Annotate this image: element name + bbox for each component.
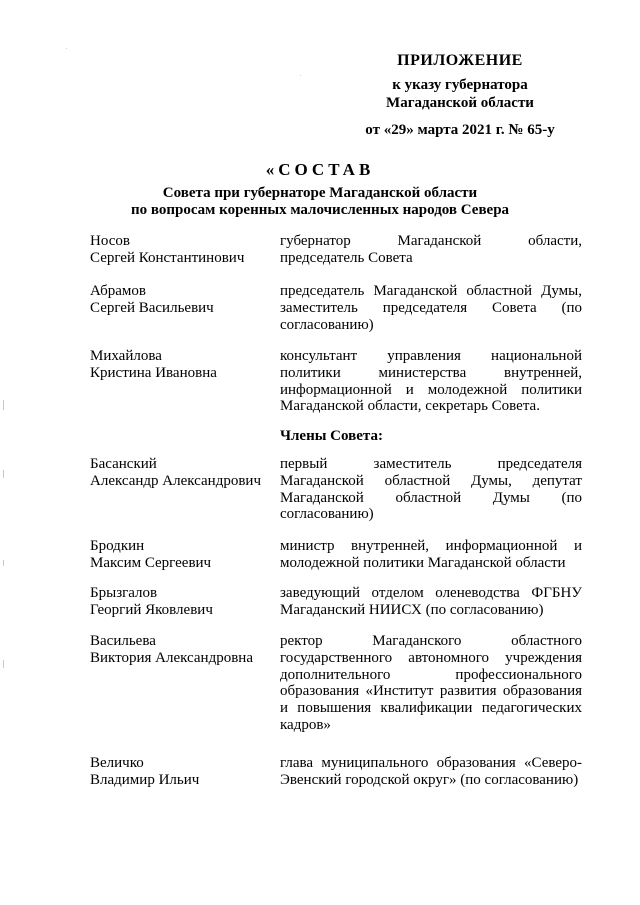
member-given-name: Кристина Ивановна — [90, 364, 217, 381]
scan-margin-mark — [3, 560, 4, 566]
member-given-name: Сергей Васильевич — [90, 299, 214, 316]
member-surname: Михайлова — [90, 348, 162, 364]
member-name — [90, 348, 270, 382]
member-surname: Абрамов — [90, 283, 146, 299]
member-given-name: Сергей Константинович — [90, 249, 245, 266]
member-given-name: Владимир Ильич — [90, 771, 200, 788]
scan-margin-mark — [3, 660, 4, 668]
member-surname: Брызгалов — [90, 585, 158, 601]
appendix-block — [340, 52, 580, 139]
member-surname: Носов — [90, 233, 130, 249]
member-position: председатель Магаданской областной Думы, заместитель председателя Совета (по согласованию) — [280, 283, 582, 333]
member-name — [90, 585, 270, 619]
composition-subtitle-line: по вопросам коренных малочисленных народов Севера — [130, 202, 510, 218]
composition-title: «СОСТАВ — [265, 160, 375, 179]
member-name — [90, 538, 270, 572]
member-given-name: Александр Александрович — [90, 472, 261, 489]
appendix-line-region: Магаданской области — [386, 95, 534, 111]
member-surname: Басанский — [90, 456, 157, 472]
member-position: глава муниципального образования «Северо-Эвенский городской округ» (по согласованию) — [280, 755, 582, 788]
member-position: губернатор Магаданской области, председатель Совета — [280, 233, 582, 266]
scan-speck — [300, 75, 301, 76]
member-surname: Васильева — [90, 633, 156, 649]
member-name — [90, 283, 270, 317]
appendix-title: ПРИЛОЖЕНИЕ — [397, 52, 523, 69]
member-name — [90, 755, 270, 789]
scan-margin-mark — [3, 470, 4, 478]
member-name — [90, 633, 270, 667]
member-given-name: Георгий Яковлевич — [90, 601, 213, 618]
member-position: министр внутренней, информационной и молодежной политики Магаданской области — [280, 538, 582, 571]
composition-subtitle-line: Совета при губернаторе Магаданской области — [162, 185, 478, 201]
scan-margin-mark — [3, 400, 4, 410]
member-name — [90, 233, 270, 267]
member-name — [90, 456, 270, 490]
member-surname: Величко — [90, 755, 144, 771]
member-position: первый заместитель председателя Магаданской областной Думы, депутат Магаданской областной Думы (по согласованию) — [280, 456, 582, 523]
composition-subtitle — [40, 185, 600, 219]
appendix-line-decree: к указу губернатора — [392, 77, 528, 93]
member-position: ректор Магаданского областного государственного автономного учреждения дополнительного профессионального образования «Институт развития образования и повышения квалификации педагогических кадров» — [280, 633, 582, 733]
members-section-label: Члены Совета: — [280, 428, 383, 444]
scan-speck — [66, 48, 67, 49]
member-position: заведующий отделом оленеводства ФГБНУ Магаданский НИИСХ (по согласованию) — [280, 585, 582, 618]
member-given-name: Максим Сергеевич — [90, 554, 212, 571]
member-surname: Бродкин — [90, 538, 145, 554]
appendix-line-date: от «29» марта 2021 г. № 65-у — [365, 122, 555, 138]
member-given-name: Виктория Александровна — [90, 649, 253, 666]
member-position: консультант управления национальной политики министерства внутренней, информационной и молодежной политики Магаданской области, секретарь Совета. — [280, 348, 582, 415]
